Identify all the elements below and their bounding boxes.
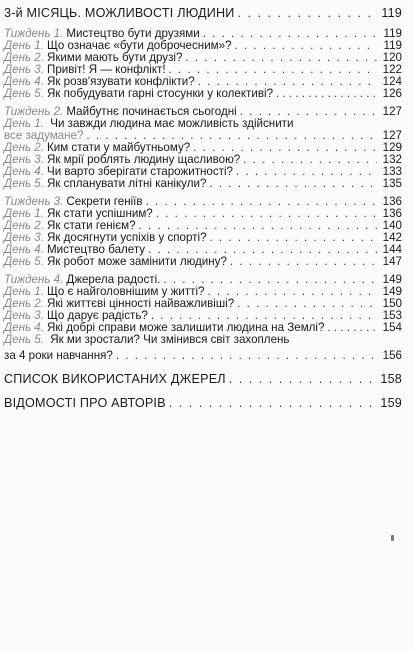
print-speck [391, 535, 394, 541]
dot-leader [238, 7, 377, 20]
day-title: Як стати генієм? [46, 219, 136, 232]
week-title: Джерела радості. [66, 273, 161, 286]
week-prefix: Тиждень 2. [4, 105, 64, 118]
day-prefix: День 3. [4, 63, 44, 76]
page-number: 140 [382, 219, 402, 232]
page-number: 127 [382, 129, 402, 142]
week-title: Секрети геніїв [66, 195, 143, 208]
page-number: 136 [382, 195, 402, 208]
page-number: 129 [382, 141, 402, 154]
toc-day-entry-first-line [4, 333, 402, 346]
toc-day-entry [4, 177, 402, 190]
day-title-continuation: за 4 роки навчання? [4, 349, 113, 362]
day-title: Що дарує радість? [46, 309, 148, 322]
toc-day-entry [4, 349, 402, 362]
page-number: 120 [382, 51, 402, 64]
page-number: 136 [382, 207, 402, 220]
day-prefix: День 5. [4, 255, 44, 268]
toc-chapter-entry [4, 7, 402, 20]
day-title: Як стати успішним? [46, 207, 153, 220]
toc-day-entry [4, 87, 402, 100]
toc-authors-entry [4, 397, 402, 410]
page-number: 135 [382, 177, 402, 190]
day-title-continuation: все задумане? [4, 129, 84, 142]
day-title: Що є найголовнішим у житті? [46, 285, 205, 298]
day-title: Чи варто зберігати старожитності? [46, 165, 233, 178]
page-number: 119 [381, 6, 402, 20]
day-prefix: День 5. [4, 177, 44, 190]
day-title: Як досягнути успіхів у спорті? [46, 231, 207, 244]
day-prefix: День 4. [4, 165, 44, 178]
day-prefix: День 3. [4, 153, 44, 166]
dot-leader [229, 373, 377, 386]
day-title: Як побудувати гарні стосунки у колективі? [46, 87, 274, 100]
day-title: Мистецтво балету [46, 243, 146, 256]
page-number: 149 [382, 273, 402, 286]
day-prefix: День 2. [4, 219, 44, 232]
page-number: 124 [382, 75, 402, 88]
day-title: Як спланувати літні канікули? [46, 177, 207, 190]
authors-title: ВІДОМОСТІ ПРО АВТОРІВ [4, 396, 166, 410]
page-number: 158 [380, 372, 402, 386]
week-title: Мистецтво бути друзями [66, 27, 200, 40]
day-prefix: День 4. [4, 321, 44, 334]
day-title: Які життєві цінності найважливіші? [46, 297, 235, 310]
dot-leader [276, 87, 377, 100]
day-title: Як мрії роблять людину щасливою? [46, 153, 241, 166]
day-prefix: День 2. [4, 141, 44, 154]
page-number: 147 [382, 255, 402, 268]
week-prefix: Тиждень 1. [4, 27, 64, 40]
day-prefix: День 2. [4, 297, 44, 310]
page-number: 144 [382, 243, 402, 256]
day-title: Як ми зростали? Чи змінився світ захоплень [50, 333, 290, 346]
day-prefix: День 4. [4, 243, 44, 256]
toc-day-entry [4, 255, 402, 268]
chapter-title: 3-й МІСЯЦЬ. МОЖЛИВОСТІ ЛЮДИНИ [4, 6, 235, 20]
toc-sources-entry [4, 373, 402, 386]
week-prefix: Тиждень 3. [4, 195, 64, 208]
day-title: Як розв'язувати конфлікти? [46, 75, 195, 88]
day-title: Чи завжди людина має можливість здійснити [50, 117, 294, 130]
dot-leader [169, 397, 377, 410]
day-title: Як робот може замінити людину? [46, 255, 227, 268]
day-prefix: День 3. [4, 231, 44, 244]
page-number: 150 [382, 297, 402, 310]
page-number: 119 [383, 39, 402, 52]
sources-title: СПИСОК ВИКОРИСТАНИХ ДЖЕРЕЛ [4, 372, 226, 386]
day-title: Які добрі справи може залишити людина на Землі? [46, 321, 325, 334]
page-number: 126 [382, 87, 402, 100]
day-prefix: День 4. [4, 75, 44, 88]
day-prefix: День 1. [4, 117, 44, 130]
week-title: Майбутнє починається сьогодні [66, 105, 237, 118]
day-title: Якими мають бути друзі? [46, 51, 183, 64]
day-title: Привіт! Я — конфлікт! [46, 63, 166, 76]
page-number: 127 [382, 105, 402, 118]
page-number: 154 [382, 321, 402, 334]
page-number: 119 [383, 27, 402, 40]
week-prefix: Тиждень 4. [4, 273, 64, 286]
day-prefix: День 2. [4, 51, 44, 64]
day-prefix: День 3. [4, 309, 44, 322]
day-prefix: День 1. [4, 207, 44, 220]
dot-leader [116, 349, 377, 362]
page-number: 153 [382, 309, 402, 322]
day-title: Що означає «бути доброчесним»? [46, 39, 232, 52]
page-number: 142 [382, 231, 402, 244]
day-title: Ким стати у майбутньому? [46, 141, 191, 154]
day-prefix: День 5. [4, 333, 44, 346]
page-number: 156 [382, 349, 402, 362]
page-number: 159 [380, 396, 402, 410]
dot-leader [230, 255, 377, 268]
page-number: 149 [382, 285, 402, 298]
page-number: 133 [382, 165, 402, 178]
day-prefix: День 5. [4, 87, 44, 100]
dot-leader [209, 177, 377, 190]
day-prefix: День 1. [4, 285, 44, 298]
page-number: 132 [382, 153, 402, 166]
day-prefix: День 1. [4, 39, 44, 52]
page-number: 122 [382, 63, 402, 76]
